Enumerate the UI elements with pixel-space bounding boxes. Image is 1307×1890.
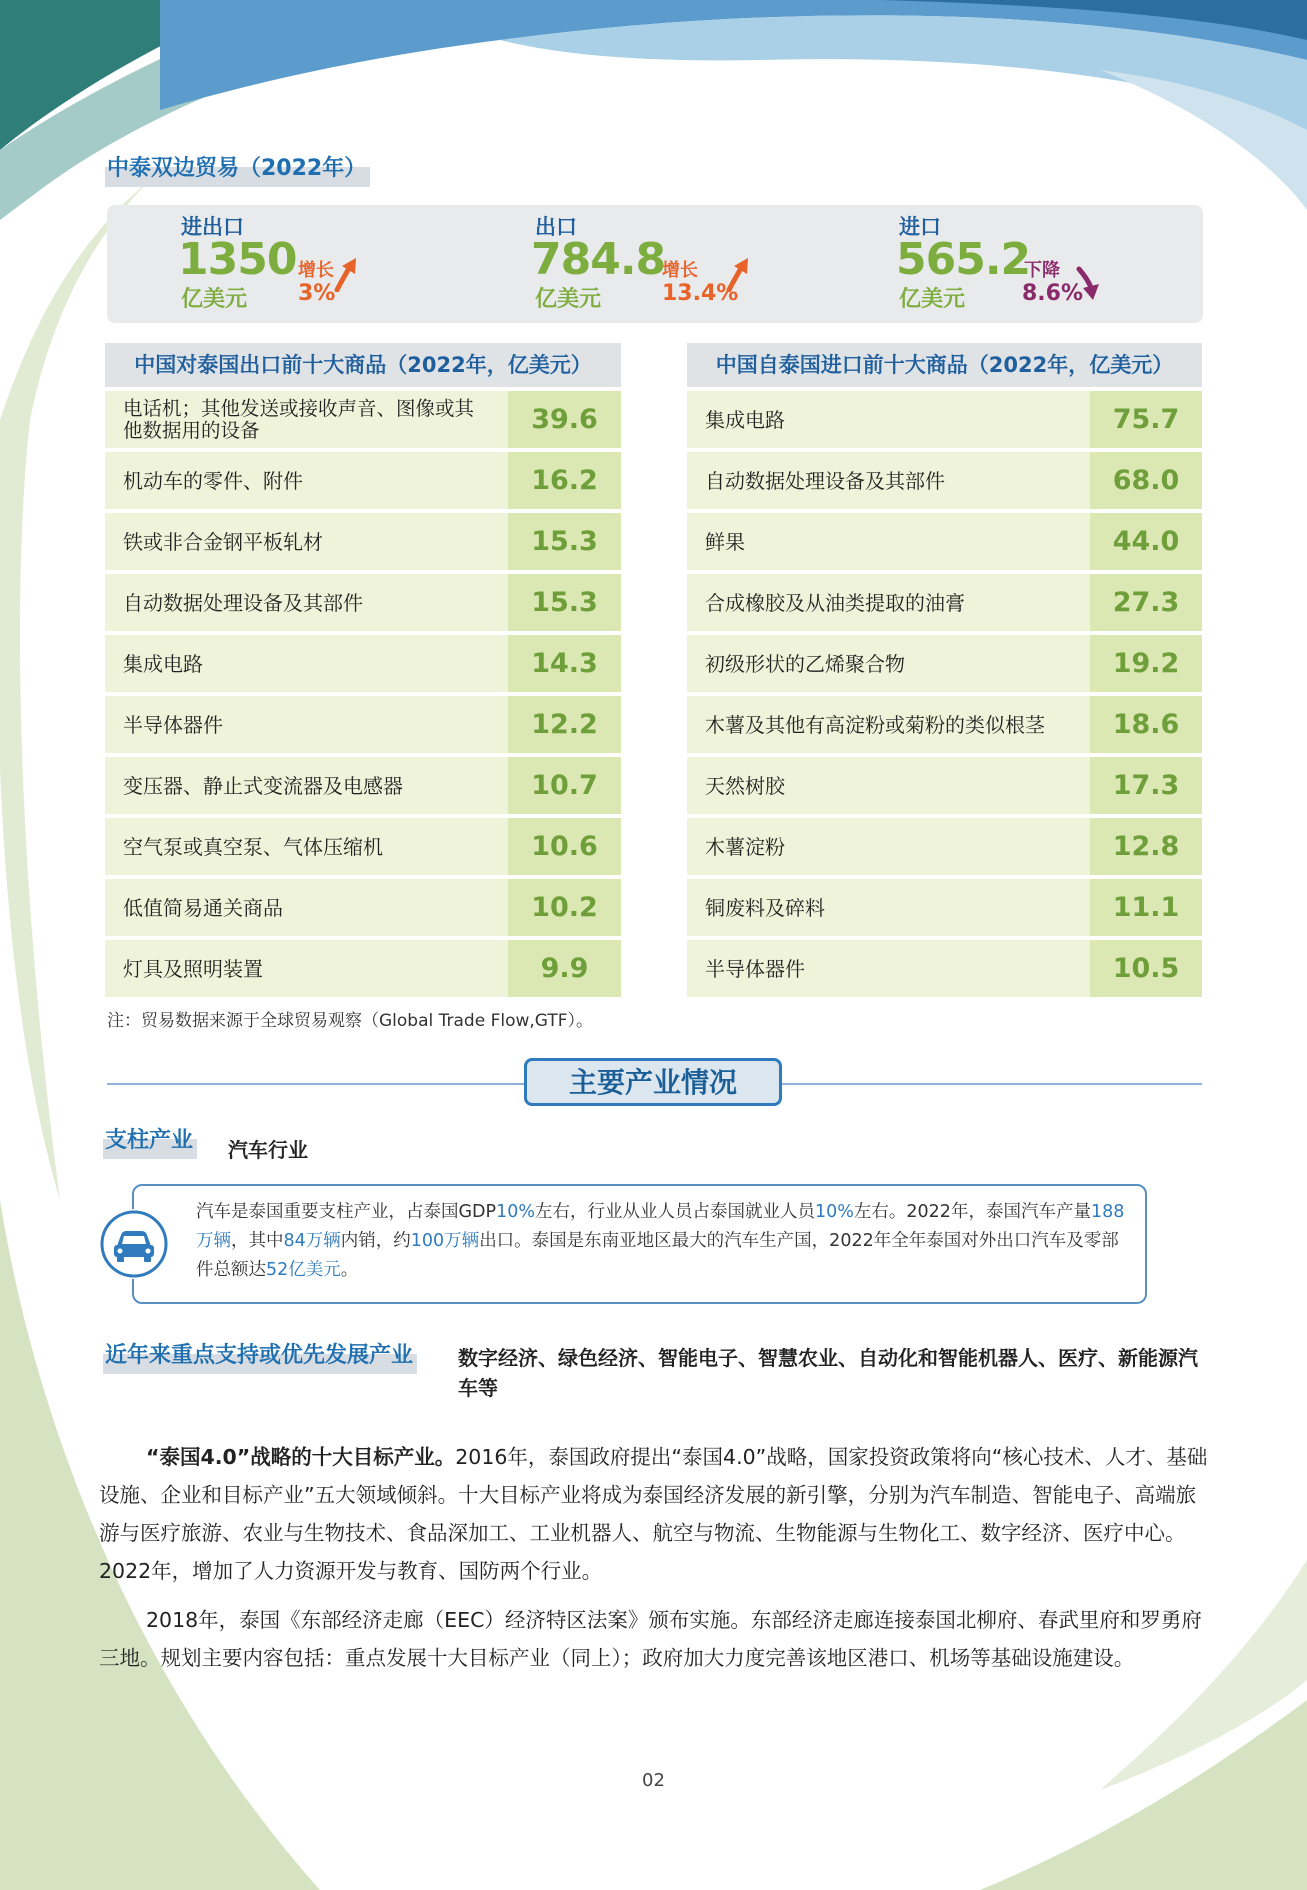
paragraph-text: 2016年，泰国政府提出“泰国4.0”战略，国家投资政策将向“核心技术、人才、基础设施、企业和目标产业”五大领域倾斜。十大目标产业将成为泰国经济发展的新引擎，分别为汽车制造、智能电子、高端旅游与医疗旅游、农业与生物技术、食品深加工、工业机器人、航空与物流、生物能源与生物化工、数字经济、医疗中心。2022年，增加了人力资源开发与教育、国防两个行业。 <box>99 1445 1208 1583</box>
import-table-header: 中国自泰国进口前十大商品（2022年，亿美元） <box>687 343 1202 387</box>
table-row <box>687 452 1202 509</box>
divider-line-right <box>780 1083 1202 1085</box>
priority-industry-list: 数字经济、绿色经济、智能电子、智慧农业、自动化和智能机器人、医疗、新能源汽车等 <box>458 1346 1198 1400</box>
export-item-value: 15.3 <box>508 574 621 631</box>
import-item-name: 半导体器件 <box>687 940 1090 997</box>
stat-import-change-label: 下降 <box>1024 260 1060 281</box>
import-item-value: 19.2 <box>1090 635 1202 692</box>
stat-export-unit: 亿美元 <box>535 287 602 312</box>
car-text-highlight: 100万辆 <box>410 1231 480 1251</box>
export-item-name: 机动车的零件、附件 <box>105 452 508 509</box>
export-table <box>105 343 621 997</box>
table-row <box>105 696 621 753</box>
car-text-highlight: 188万辆 <box>196 1202 1125 1251</box>
export-item-value: 16.2 <box>508 452 621 509</box>
page-number: 02 <box>642 1770 665 1791</box>
car-text-part: 汽车是泰国重要支柱产业，占泰国GDP <box>196 1202 497 1222</box>
priority-industry-tag: 近年来重点支持或优先发展产业 <box>103 1338 417 1374</box>
stat-total-change-label: 增长 <box>298 260 334 281</box>
table-row <box>687 391 1202 448</box>
export-item-name: 半导体器件 <box>105 696 508 753</box>
import-item-value: 10.5 <box>1090 940 1202 997</box>
export-item-name: 变压器、静止式变流器及电感器 <box>105 757 508 814</box>
table-row <box>105 818 621 875</box>
car-text-part: 左右。2022年，泰国汽车产量 <box>853 1202 1091 1222</box>
car-text-highlight: 84万辆 <box>283 1231 341 1251</box>
export-item-name: 电话机；其他发送或接收声音、图像或其他数据用的设备 <box>105 391 508 448</box>
import-table <box>687 343 1202 997</box>
import-item-name: 鲜果 <box>687 513 1090 570</box>
stat-import-label: 进口 <box>899 215 941 239</box>
export-item-value: 9.9 <box>508 940 621 997</box>
import-item-name: 铜废料及碎料 <box>687 879 1090 936</box>
stat-export-change-value: 13.4% <box>662 281 739 306</box>
paragraph-bold-lead: “泰国4.0”战略的十大目标产业。 <box>146 1445 456 1469</box>
stat-total-value: 1350 <box>178 234 297 285</box>
car-industry-description <box>196 1198 1131 1285</box>
export-item-name: 集成电路 <box>105 635 508 692</box>
table-row <box>687 574 1202 631</box>
body-paragraph-1 <box>99 1438 1209 1590</box>
export-item-value: 10.6 <box>508 818 621 875</box>
import-item-value: 18.6 <box>1090 696 1202 753</box>
export-item-value: 39.6 <box>508 391 621 448</box>
export-item-name: 低值简易通关商品 <box>105 879 508 936</box>
import-item-value: 68.0 <box>1090 452 1202 509</box>
table-row <box>105 879 621 936</box>
table-row <box>687 635 1202 692</box>
car-text-part: 左右，行业从业人员占泰国就业人员 <box>535 1202 815 1222</box>
car-text-part: 出口。泰国是东南亚地区最大的汽车生产国，2022年全年泰国对外出口汽车及零部件总额达 <box>196 1231 1119 1280</box>
stat-import-value: 565.2 <box>896 234 1031 285</box>
car-text-highlight: 10% <box>815 1202 854 1222</box>
import-item-value: 11.1 <box>1090 879 1202 936</box>
increase-arrow-icon <box>726 254 754 292</box>
body-paragraph-2: 2018年，泰国《东部经济走廊（EEC）经济特区法案》颁布实施。东部经济走廊连接泰国北柳府、春武里府和罗勇府三地。规划主要内容包括：重点发展十大目标产业（同上）；政府加大力度完善该地区港口、机场等基础设施建设。 <box>99 1608 1202 1670</box>
table-row <box>105 513 621 570</box>
export-table-header: 中国对泰国出口前十大商品（2022年，亿美元） <box>105 343 621 387</box>
decrease-arrow-icon <box>1075 266 1105 302</box>
divider-line-left <box>107 1083 527 1085</box>
export-item-name: 自动数据处理设备及其部件 <box>105 574 508 631</box>
export-item-value: 12.2 <box>508 696 621 753</box>
import-item-name: 天然树胶 <box>687 757 1090 814</box>
import-item-value: 27.3 <box>1090 574 1202 631</box>
car-text-part: 。 <box>340 1260 359 1280</box>
car-text-highlight: 52亿美元 <box>266 1260 341 1280</box>
table-row <box>105 757 621 814</box>
stat-export-change-label: 增长 <box>662 260 698 281</box>
export-item-name: 空气泵或真空泵、气体压缩机 <box>105 818 508 875</box>
car-text-highlight: 10% <box>496 1202 535 1222</box>
stat-total-change-value: 3% <box>298 281 336 306</box>
stat-export-label: 出口 <box>535 215 577 239</box>
stat-total-unit: 亿美元 <box>181 287 248 312</box>
table-row <box>687 879 1202 936</box>
car-icon-wrapper <box>99 1209 169 1279</box>
export-item-name: 灯具及照明装置 <box>105 940 508 997</box>
car-icon <box>99 1209 169 1279</box>
export-item-value: 10.7 <box>508 757 621 814</box>
import-item-name: 木薯淀粉 <box>687 818 1090 875</box>
table-row <box>687 696 1202 753</box>
import-item-value: 17.3 <box>1090 757 1202 814</box>
import-item-value: 75.7 <box>1090 391 1202 448</box>
pillar-industry-name: 汽车行业 <box>228 1138 308 1162</box>
import-item-name: 自动数据处理设备及其部件 <box>687 452 1090 509</box>
stat-import-unit: 亿美元 <box>899 287 966 312</box>
table-row <box>105 452 621 509</box>
section-title: 主要产业情况 <box>524 1058 782 1106</box>
table-row <box>105 940 621 997</box>
stat-total-label: 进出口 <box>181 215 244 239</box>
import-item-name: 合成橡胶及从油类提取的油膏 <box>687 574 1090 631</box>
export-item-value: 15.3 <box>508 513 621 570</box>
increase-arrow-icon <box>334 254 362 292</box>
table-row <box>105 391 621 448</box>
table-row <box>687 818 1202 875</box>
import-item-value: 12.8 <box>1090 818 1202 875</box>
stat-export-value: 784.8 <box>531 234 666 285</box>
table-row <box>105 635 621 692</box>
table-row <box>687 757 1202 814</box>
pillar-industry-tag: 支柱产业 <box>103 1123 197 1159</box>
stat-import-change-value: 8.6% <box>1022 281 1084 306</box>
import-item-name: 初级形状的乙烯聚合物 <box>687 635 1090 692</box>
data-source-note: 注：贸易数据来源于全球贸易观察（Global Trade Flow,GTF）。 <box>107 1011 594 1031</box>
table-row <box>687 940 1202 997</box>
table-row <box>105 574 621 631</box>
export-item-name: 铁或非合金钢平板轧材 <box>105 513 508 570</box>
export-item-value: 10.2 <box>508 879 621 936</box>
car-text-part: ，其中 <box>231 1231 284 1251</box>
export-item-value: 14.3 <box>508 635 621 692</box>
import-item-value: 44.0 <box>1090 513 1202 570</box>
table-row <box>687 513 1202 570</box>
car-text-part: 内销，约 <box>340 1231 411 1251</box>
trade-title: 中泰双边贸易（2022年） <box>105 151 370 187</box>
import-item-name: 集成电路 <box>687 391 1090 448</box>
import-item-name: 木薯及其他有高淀粉或菊粉的类似根茎 <box>687 696 1090 753</box>
